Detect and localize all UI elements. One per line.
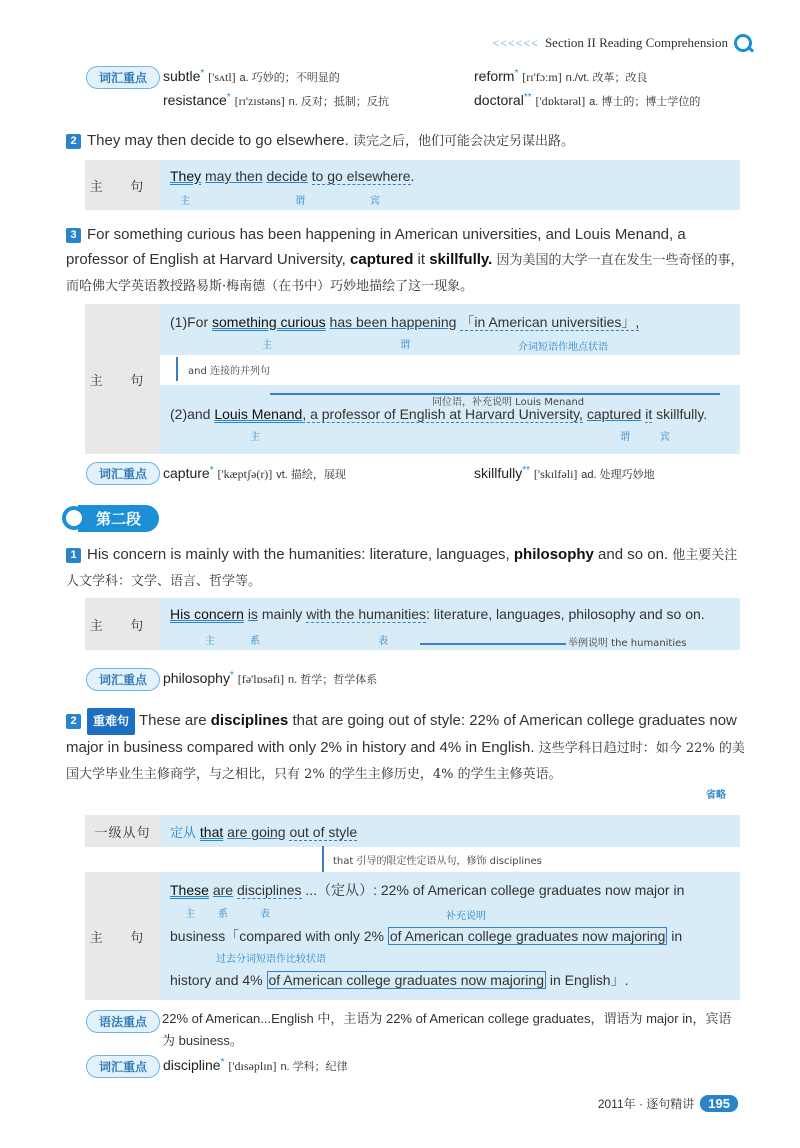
p2-sentence-2: 2 重难句 These are disciplines that are going out of style: 22% of American college graduates now major in business compared with only 2% in history and 4% in English. 这些学科日趋过时：如今 22% 的美国大学毕业生主修商学，与之相比，只有 2% 的学生主修历史，4% 的学生主修英语。 xyxy=(66,708,746,787)
tag-predicative: 表 xyxy=(260,909,270,920)
tag-verb: 谓 xyxy=(400,340,410,351)
analysis-sentence: They may then decide to go elsewhere. xyxy=(170,168,415,184)
page-number: 195 xyxy=(700,1095,738,1112)
footer-text: 2011年 · 逐句精讲 xyxy=(597,1097,695,1111)
vocab-block-4 xyxy=(86,1055,160,1078)
grammar-label: 语法重点 xyxy=(86,1010,160,1033)
vocab-label: 词汇重点 xyxy=(86,668,160,691)
tag-object: 宾 xyxy=(370,196,380,207)
p2-sentence-1: 1 His concern is mainly with the humanities: literature, languages, philosophy and so on. 他主要关注人文学科：文学、语言、哲学等。 xyxy=(66,546,738,589)
section-heading xyxy=(62,505,159,531)
clause-label: 主 句 xyxy=(85,598,160,650)
tag-subject: 主 xyxy=(180,196,190,207)
vocab-word: doctoral** ['dɒktərəl] a. 博士的；博士学位的 xyxy=(474,92,701,108)
tag-predicative: 表 xyxy=(378,636,388,647)
sentence-number: 2 xyxy=(66,134,81,149)
vocab-word: discipline* ['dɪsəplɪn] n. 学科；纪律 xyxy=(163,1057,348,1073)
difficulty-flag: 重难句 xyxy=(87,708,135,735)
annotation: 介词短语作地点状语 xyxy=(518,342,608,353)
vocab-word: philosophy* [fə'lɒsəfi] n. 哲学；哲学体系 xyxy=(163,670,378,686)
vocab-block-1 xyxy=(86,66,160,89)
annotation: 过去分词短语作比较状语 xyxy=(216,954,326,965)
clause-label: 主 句 xyxy=(85,304,160,454)
vocab-label: 词汇重点 xyxy=(86,1055,160,1078)
vocab-word: skillfully** ['skɪlfəli] ad. 处理巧妙地 xyxy=(474,465,655,481)
vocab-word: capture* ['kæptʃə(r)] vt. 描绘，展现 xyxy=(163,465,346,481)
clause-line-2: (2)and Louis Menand, a professor of English at Harvard University, captured it skillfully. xyxy=(170,406,708,422)
main-clause-line-3: history and 4% of American college graduates now majoring in English」. xyxy=(170,972,629,988)
connector-line xyxy=(176,357,178,381)
sentence-number: 2 xyxy=(66,714,81,729)
tag-subject: 主 xyxy=(205,636,215,647)
page-header xyxy=(492,34,752,52)
tag-subject: 主 xyxy=(250,432,260,443)
page-footer xyxy=(598,1095,738,1112)
tag-verb: 谓 xyxy=(295,196,305,207)
sub-clause-line: 定从 that are going out of style xyxy=(170,824,358,841)
annotation: 举例说明 the humanities xyxy=(568,638,687,649)
vocab-block-2 xyxy=(86,462,160,485)
analysis-sentence: His concern is mainly with the humanities: literature, languages, philosophy and so on. xyxy=(170,606,705,622)
vocab-label: 词汇重点 xyxy=(86,66,160,89)
tag-object: 宾 xyxy=(660,432,670,443)
vocab-word: resistance* [rɪ'zɪstəns] n. 反对；抵制；反抗 xyxy=(163,92,389,108)
connector-line xyxy=(322,846,324,874)
clause-label: 主 句 xyxy=(85,872,160,1000)
sentence-number: 1 xyxy=(66,548,81,563)
omit-tag: 省略 xyxy=(706,790,726,801)
search-icon xyxy=(62,506,86,530)
main-clause-line-2: business「compared with only 2% of American college graduates now majoring in xyxy=(170,928,683,944)
main-clause-line-1: These are disciplines ...（定从）: 22% of American college graduates now major in xyxy=(170,882,685,898)
connector-line xyxy=(420,643,566,645)
grammar-block xyxy=(86,1010,160,1033)
annotation: and 连接的并列句 xyxy=(188,366,270,377)
sentence-3: 3 For something curious has been happening in American universities, and Louis Menand, a professor of English at Harvard University, captured it skillfully. 因为美国的大学一直在发生一些奇怪的事，而哈佛大学英语教授路易斯·梅南德（在书中）巧妙地描绘了这一现象。 xyxy=(66,226,744,294)
vocab-word: subtle* ['sʌtl] a. 巧妙的；不明显的 xyxy=(163,68,340,84)
section-title: Section II Reading Comprehension xyxy=(544,35,728,50)
clause-label: 一级从句 xyxy=(85,815,160,847)
section-title: 第二段 xyxy=(78,505,159,532)
search-icon xyxy=(734,34,752,52)
grammar-text: 22% of American...English 中，主语为 22% of American college graduates，谓语为 major in，宾语为 business。 xyxy=(162,1011,732,1048)
sentence-number: 3 xyxy=(66,228,81,243)
header-arrows: <<<<<< xyxy=(492,35,539,50)
annotation: 补充说明 xyxy=(446,911,486,922)
vocab-block-3 xyxy=(86,668,160,691)
tag-verb: 系 xyxy=(250,636,260,647)
sentence-2: 2 They may then decide to go elsewhere. 读完之后，他们可能会决定另谋出路。 xyxy=(66,128,746,154)
clause-label: 主 句 xyxy=(85,160,160,210)
vocab-label: 词汇重点 xyxy=(86,462,160,485)
vocab-word: reform* [rɪ'fɔːm] n./vt. 改革；改良 xyxy=(474,68,648,84)
clause-line-1: (1)For something curious has been happening 「in American universities」, xyxy=(170,314,640,330)
annotation: 同位语，补充说明 Louis Menand xyxy=(432,397,585,408)
annotation: that 引导的限定性定语从句，修饰 disciplines xyxy=(333,856,542,867)
tag-verb: 系 xyxy=(218,909,228,920)
tag-verb: 谓 xyxy=(620,432,630,443)
tag-subject: 主 xyxy=(262,340,272,351)
tag-subject: 主 xyxy=(185,909,195,920)
